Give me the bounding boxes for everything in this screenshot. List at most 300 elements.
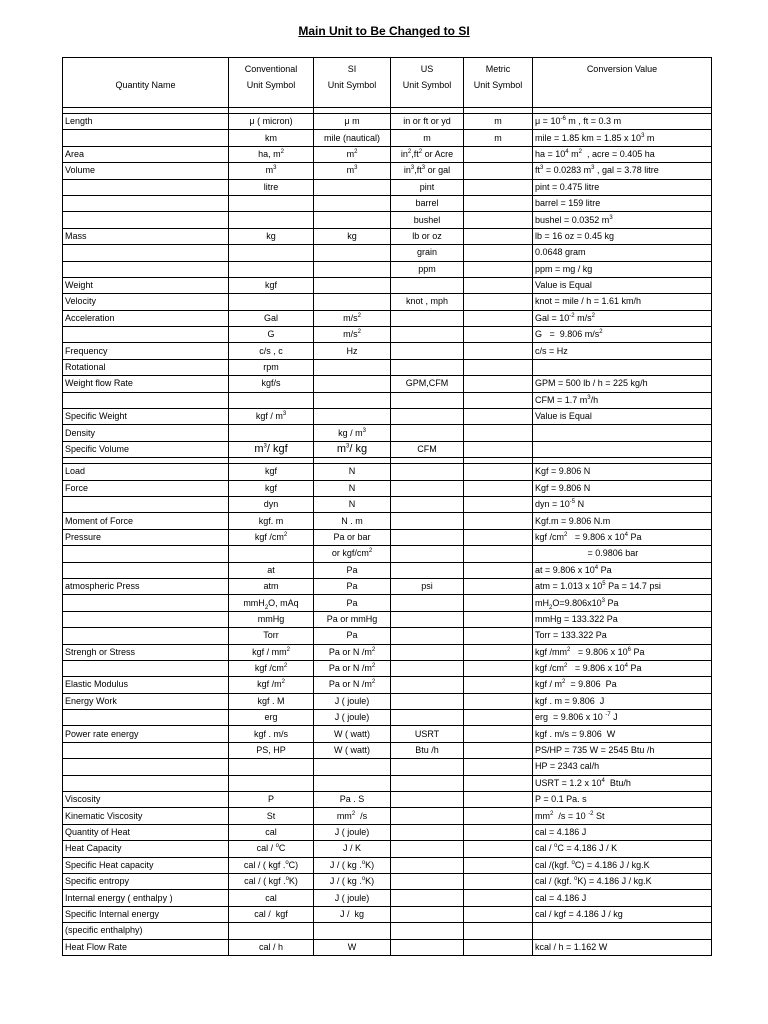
metric-cell [464,546,533,562]
conventional-cell: mmH$_2$O, mAq [229,595,314,611]
conventional-cell: Gal [229,310,314,326]
metric-cell [464,261,533,277]
header-conversion-value: Conversion Value [533,58,712,108]
quantity-cell [63,212,229,228]
metric-cell [464,628,533,644]
conversion-cell: kgf $/cm^2 = 9.806$ x $10^4$ Pa [533,529,712,545]
quantity-cell: Elastic Modulus [63,677,229,693]
quantity-cell: Moment of Force [63,513,229,529]
metric-cell [464,464,533,480]
table-row [63,873,712,889]
table-row [63,359,712,375]
table-row [63,906,712,922]
us-cell [391,611,464,627]
quantity-cell [63,392,229,408]
si-cell [314,775,391,791]
metric-cell [464,425,533,441]
conversion-cell: kcal / h = 1.162 W [533,939,712,955]
table-row [63,114,712,130]
si-cell: $m/s^2$ [314,310,391,326]
us-cell [391,759,464,775]
quantity-cell: Weight flow Rate [63,376,229,392]
conventional-cell: kgf / $mm^2$ [229,644,314,660]
us-cell [391,939,464,955]
metric-cell [464,792,533,808]
si-cell: J ( joule) [314,824,391,840]
metric-cell [464,759,533,775]
table-row [63,693,712,709]
table-row [63,710,712,726]
conventional-cell: c/s , c [229,343,314,359]
quantity-cell [63,261,229,277]
us-cell [391,595,464,611]
us-cell [391,660,464,676]
si-cell: Pa or mmHg [314,611,391,627]
us-cell [391,343,464,359]
table-row [63,546,712,562]
header-si: SI Unit Symbol [314,58,391,108]
table-row [63,726,712,742]
us-cell: lb or oz [391,228,464,244]
table-row [63,425,712,441]
conventional-cell: km [229,130,314,146]
us-cell [391,546,464,562]
si-cell: J / ( kg .$^o$K) [314,857,391,873]
us-cell [391,841,464,857]
si-cell: Pa [314,562,391,578]
conventional-cell: kgf. m [229,513,314,529]
conversion-cell: Kgf = 9.806 N [533,480,712,496]
si-cell: N [314,496,391,512]
us-cell [391,824,464,840]
table-row [63,792,712,808]
si-cell: J ( joule) [314,693,391,709]
quantity-cell: Viscosity [63,792,229,808]
conventional-cell: kgf $/m^2$ [229,677,314,693]
conventional-cell: erg [229,710,314,726]
conventional-cell: kgf [229,480,314,496]
table-row [63,409,712,425]
metric-cell [464,343,533,359]
quantity-cell: Length [63,114,229,130]
si-cell: Pa [314,595,391,611]
table-row [63,146,712,162]
si-cell: mile (nautical) [314,130,391,146]
us-cell [391,677,464,693]
conventional-cell: dyn [229,496,314,512]
table-row [63,628,712,644]
us-cell: bushel [391,212,464,228]
si-cell: J / ( kg .$^o$K) [314,873,391,889]
header-row [63,58,712,108]
table-row [63,245,712,261]
si-cell: $m^2$ [314,146,391,162]
conventional-cell: kgf [229,464,314,480]
conversion-cell: $mm^2$ /s = 10 $^{-2}$ St [533,808,712,824]
us-cell: GPM,CFM [391,376,464,392]
si-cell: N . m [314,513,391,529]
metric-cell [464,644,533,660]
conversion-cell: = 0.9806 bar [533,546,712,562]
si-cell: $m^3/$ kg [314,441,391,457]
table-row [63,163,712,179]
conventional-cell: kgf [229,277,314,293]
quantity-cell [63,562,229,578]
quantity-cell [63,710,229,726]
us-cell [391,693,464,709]
si-cell: W [314,939,391,955]
quantity-cell: Pressure [63,529,229,545]
us-cell [391,464,464,480]
conventional-cell: litre [229,179,314,195]
metric-cell [464,513,533,529]
conversion-cell: lb = 16 oz = 0.45 kg [533,228,712,244]
conventional-cell: at [229,562,314,578]
table-row [63,742,712,758]
quantity-cell [63,546,229,562]
si-cell: Pa [314,628,391,644]
conversion-cell: cal = 4.186 J [533,824,712,840]
us-cell: in or ft or yd [391,114,464,130]
si-cell [314,277,391,293]
conventional-cell [229,923,314,939]
conversion-cell [533,441,712,457]
conversion-cell: ppm = mg / kg [533,261,712,277]
si-cell [314,212,391,228]
metric-cell [464,376,533,392]
conversion-cell [533,923,712,939]
conventional-cell: atm [229,578,314,594]
us-cell: pint [391,179,464,195]
conversion-cell: kgf . m/s = 9.806 W [533,726,712,742]
conventional-cell: cal / ( kgf .$^o$C) [229,857,314,873]
table-row [63,808,712,824]
table-row [63,310,712,326]
unit-conversion-table [62,57,712,956]
table-row [63,841,712,857]
metric-cell [464,392,533,408]
conventional-cell: ha, $m^2$ [229,146,314,162]
quantity-cell [63,611,229,627]
conventional-cell: Torr [229,628,314,644]
metric-cell [464,873,533,889]
si-cell: Hz [314,343,391,359]
si-cell [314,392,391,408]
metric-cell [464,277,533,293]
table-row [63,130,712,146]
us-cell [391,890,464,906]
quantity-cell: Acceleration [63,310,229,326]
quantity-cell: Mass [63,228,229,244]
conventional-cell: cal [229,824,314,840]
conversion-cell: cal / (kgf. $^o$K) = 4.186 J / kg.K [533,873,712,889]
si-cell: kg [314,228,391,244]
us-cell [391,775,464,791]
conversion-cell: $mH_2O=9.806x10^3$ Pa [533,595,712,611]
conversion-cell: Value is Equal [533,277,712,293]
quantity-cell: Weight [63,277,229,293]
conventional-cell: $m^3/$ kgf [229,441,314,457]
table-row [63,660,712,676]
si-cell [314,195,391,211]
conventional-cell [229,425,314,441]
metric-cell [464,841,533,857]
quantity-cell: Quantity of Heat [63,824,229,840]
quantity-cell: Power rate energy [63,726,229,742]
metric-cell [464,906,533,922]
metric-cell [464,146,533,162]
table-row [63,595,712,611]
conversion-cell: mile = 1.85 km = 1.85 x $10^3$ m [533,130,712,146]
si-cell: μ m [314,114,391,130]
conventional-cell: cal [229,890,314,906]
quantity-cell: Specific entropy [63,873,229,889]
metric-cell [464,529,533,545]
us-cell [391,310,464,326]
si-cell: Pa or bar [314,529,391,545]
conventional-cell: G [229,327,314,343]
table-row [63,277,712,293]
conversion-cell: ha = $10^4$ $m^2$ , acre = 0.405 ha [533,146,712,162]
metric-cell [464,441,533,457]
quantity-cell [63,660,229,676]
si-cell [314,179,391,195]
us-cell [391,873,464,889]
conventional-cell: kgf . M [229,693,314,709]
us-cell: $in^3,ft^3$ or gal [391,163,464,179]
metric-cell [464,245,533,261]
conversion-cell: kgf / $m^2 = 9.806$ Pa [533,677,712,693]
metric-cell [464,595,533,611]
quantity-cell [63,195,229,211]
conventional-cell [229,775,314,791]
quantity-cell [63,327,229,343]
conversion-cell: Value is Equal [533,409,712,425]
conversion-cell: $ft^3 = 0.0283$ $m^3$ , gal = 3.78 litre [533,163,712,179]
metric-cell [464,611,533,627]
si-cell: J / kg [314,906,391,922]
quantity-cell [63,130,229,146]
conventional-cell: cal / $^o$C [229,841,314,857]
quantity-cell [63,759,229,775]
si-cell [314,409,391,425]
table-row [63,464,712,480]
us-cell: ppm [391,261,464,277]
conventional-cell: P [229,792,314,808]
conventional-cell [229,546,314,562]
table-row [63,513,712,529]
conversion-cell: erg = 9.806 x 10 $^{-7}$ J [533,710,712,726]
metric-cell [464,939,533,955]
metric-cell [464,195,533,211]
metric-cell [464,857,533,873]
conventional-cell [229,212,314,228]
conversion-cell: mmHg = 133.322 Pa [533,611,712,627]
header-metric: Metric Unit Symbol [464,58,533,108]
si-cell: J ( joule) [314,890,391,906]
si-cell: J ( joule) [314,710,391,726]
us-cell [391,792,464,808]
quantity-cell: Internal energy ( enthalpy ) [63,890,229,906]
si-cell: Pa or N $/m^2$ [314,677,391,693]
table-row [63,376,712,392]
quantity-cell: Specific Volume [63,441,229,457]
quantity-cell [63,595,229,611]
metric-cell [464,310,533,326]
quantity-cell: Load [63,464,229,480]
conversion-cell: Kgf.m = 9.806 N.m [533,513,712,529]
quantity-cell: Frequency [63,343,229,359]
metric-cell [464,660,533,676]
conversion-cell: PS/HP = 735 W = 2545 Btu /h [533,742,712,758]
quantity-cell: Force [63,480,229,496]
metric-cell [464,923,533,939]
table-row [63,939,712,955]
table-row [63,824,712,840]
conversion-cell: kgf . m = 9.806 J [533,693,712,709]
conventional-cell: cal / ( kgf .$^o$K) [229,873,314,889]
conversion-cell: Gal = $10^{-2}$ $m/s^2$ [533,310,712,326]
metric-cell [464,327,533,343]
conversion-cell: cal /(kgf. $^o$C) = 4.186 J / kg.K [533,857,712,873]
table-row [63,677,712,693]
conversion-cell: cal / $^o$C = 4.186 J / K [533,841,712,857]
table-row [63,212,712,228]
si-cell: W ( watt) [314,726,391,742]
us-cell [391,277,464,293]
quantity-cell [63,179,229,195]
quantity-cell: Strengh or Stress [63,644,229,660]
table-row [63,294,712,310]
us-cell: knot , mph [391,294,464,310]
metric-cell [464,677,533,693]
si-cell [314,261,391,277]
table-row [63,179,712,195]
us-cell [391,327,464,343]
metric-cell [464,693,533,709]
conversion-cell: barrel = 159 litre [533,195,712,211]
conventional-cell: PS, HP [229,742,314,758]
table-body [63,114,712,956]
conventional-cell [229,261,314,277]
conversion-cell: GPM = 500 lb / h = 225 kg/h [533,376,712,392]
conventional-cell: μ ( micron) [229,114,314,130]
metric-cell: m [464,114,533,130]
quantity-cell: Kinematic Viscosity [63,808,229,824]
table-row [63,775,712,791]
conventional-cell [229,759,314,775]
metric-cell [464,742,533,758]
conversion-cell: 0.0648 gram [533,245,712,261]
metric-cell [464,480,533,496]
conventional-cell: rpm [229,359,314,375]
conventional-cell [229,392,314,408]
quantity-cell: Rotational [63,359,229,375]
quantity-cell: Specific Internal energy [63,906,229,922]
si-cell: $m/s^2$ [314,327,391,343]
quantity-cell [63,742,229,758]
conventional-cell: mmHg [229,611,314,627]
conversion-cell: bushel = 0.0352 $m^3$ [533,212,712,228]
table-row [63,343,712,359]
table-row [63,923,712,939]
us-cell: Btu /h [391,742,464,758]
quantity-cell: Energy Work [63,693,229,709]
quantity-cell: Density [63,425,229,441]
us-cell: CFM [391,441,464,457]
metric-cell [464,294,533,310]
quantity-cell: Heat Capacity [63,841,229,857]
us-cell: barrel [391,195,464,211]
table-row [63,529,712,545]
us-cell [391,392,464,408]
si-cell: $m^3$ [314,163,391,179]
conventional-cell [229,294,314,310]
table-row [63,327,712,343]
conventional-cell [229,195,314,211]
conventional-cell: cal / kgf [229,906,314,922]
si-cell: Pa [314,578,391,594]
us-cell [391,644,464,660]
table-row [63,759,712,775]
conversion-cell: atm = 1.013 x $10^5$ Pa = 14.7 psi [533,578,712,594]
conversion-cell: dyn = $10^{-5}$ N [533,496,712,512]
metric-cell: m [464,130,533,146]
conversion-cell [533,425,712,441]
us-cell: grain [391,245,464,261]
si-cell: Pa or N $/m^2$ [314,644,391,660]
table-row [63,195,712,211]
conversion-cell: Kgf = 9.806 N [533,464,712,480]
conversion-cell: c/s = Hz [533,343,712,359]
table-row [63,857,712,873]
metric-cell [464,578,533,594]
us-cell [391,513,464,529]
metric-cell [464,562,533,578]
metric-cell [464,163,533,179]
table-row [63,644,712,660]
us-cell [391,857,464,873]
table-row [63,480,712,496]
conversion-cell: cal / kgf = 4.186 J / kg [533,906,712,922]
conversion-cell: P = 0.1 Pa. s [533,792,712,808]
conversion-cell: at = 9.806 x $10^4$ Pa [533,562,712,578]
quantity-cell: Area [63,146,229,162]
conversion-cell: kgf $/cm^2 = 9.806$ x $10^4$ Pa [533,660,712,676]
metric-cell [464,179,533,195]
conventional-cell: St [229,808,314,824]
conversion-cell: kgf $/mm^2 = 9.806$ x $10^6$ Pa [533,644,712,660]
us-cell [391,628,464,644]
si-cell [314,245,391,261]
table-row [63,496,712,512]
header-quantity-name: Quantity Name [63,58,229,108]
us-cell: m [391,130,464,146]
us-cell [391,710,464,726]
si-cell [314,759,391,775]
si-cell: Pa or N $/m^2$ [314,660,391,676]
conventional-cell: kg [229,228,314,244]
si-cell [314,294,391,310]
conventional-cell: kgf/s [229,376,314,392]
metric-cell [464,808,533,824]
quantity-cell [63,775,229,791]
us-cell: $in^2,ft^2$ or Acre [391,146,464,162]
table-row [63,562,712,578]
us-cell: psi [391,578,464,594]
metric-cell [464,228,533,244]
metric-cell [464,212,533,228]
